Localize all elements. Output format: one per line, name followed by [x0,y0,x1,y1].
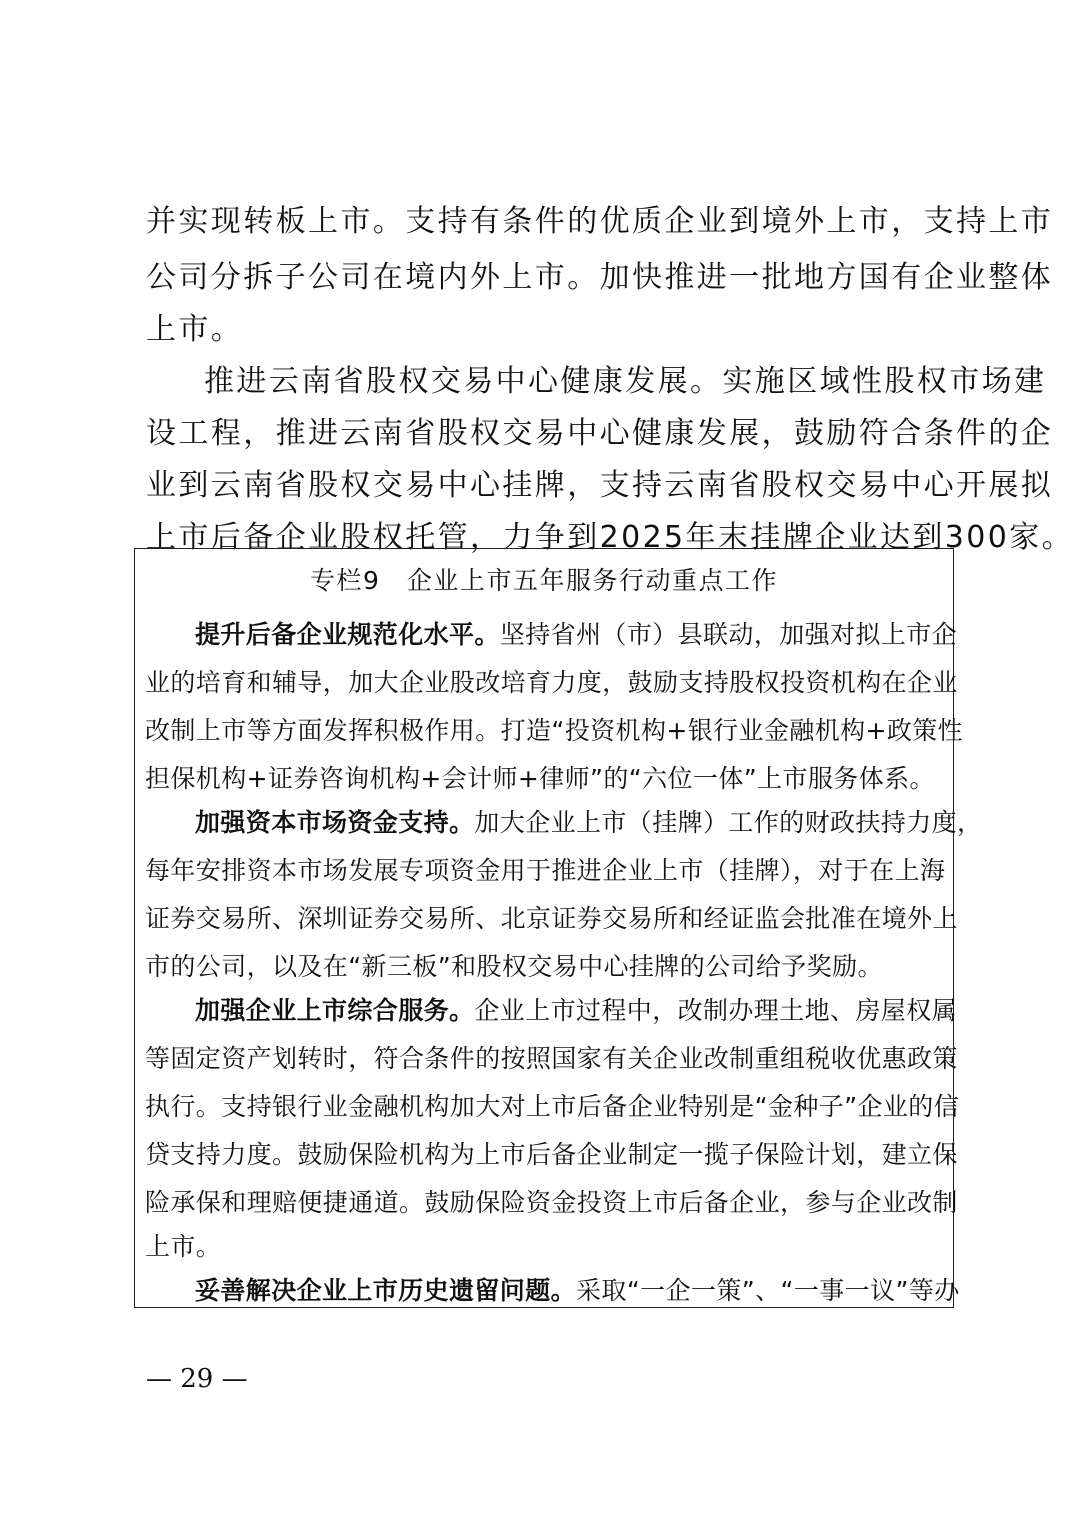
paragraph-2-text: 加大企业上市（挂牌）工作的财政扶持力度， [474,808,983,837]
paragraph-2-heading: 加强资本市场资金支持。 [195,808,475,837]
paragraph-3-text: 企业上市过程中，改制办理土地、房屋权属 [474,996,958,1025]
body-line-4: 推进云南省股权交易中心健康发展。实施区域性股权市场建 [204,364,1047,399]
paragraph-3-heading: 加强企业上市综合服务。 [195,996,475,1025]
body-line-5: 设工程，推进云南省股权交易中心健康发展，鼓励符合条件的企 [146,416,1054,451]
page-number: — 29 — [146,1364,248,1394]
paragraph-2-first-line [195,803,982,839]
body-line-1: 并实现转板上市。支持有条件的优质企业到境外上市，支持上市 [146,204,1054,239]
body-line-7: 上市后备企业股权托管，力争到2025年末挂牌企业达到300家。 [146,520,1075,555]
paragraph-2-line-4: 市的公司，以及在“新三板”和股权交易中心挂牌的公司给予奖励。 [145,952,883,981]
paragraph-1-heading: 提升后备企业规范化水平。 [195,620,500,649]
paragraph-3-line-3: 执行。支持银行业金融机构加大对上市后备企业特别是“金种子”企业的信 [145,1092,960,1121]
paragraph-3-line-4: 贷支持力度。鼓励保险机构为上市后备企业制定一揽子保险计划，建立保 [145,1140,958,1169]
paragraph-2-line-2: 每年安排资本市场发展专项资金用于推进企业上市（挂牌），对于在上海 [145,856,946,885]
column-box [134,548,983,1308]
column-title: 专栏9 企业上市五年服务行动重点工作 [310,566,778,595]
paragraph-4-heading: 妥善解决企业上市历史遗留问题。 [195,1276,577,1305]
paragraph-3-first-line [195,991,957,1027]
paragraph-1-text: 坚持省州（市）县联动，加强对拟上市企 [499,620,958,649]
body-line-2: 公司分拆子公司在境内外上市。加快推进一批地方国有企业整体 [146,260,1054,295]
paragraph-1-line-3: 改制上市等方面发挥积极作用。打造“投资机构+银行业金融机构+政策性 [145,716,964,745]
paragraph-3-line-2: 等固定资产划转时，符合条件的按照国家有关企业改制重组税收优惠政策 [145,1044,958,1073]
paragraph-4-text: 采取“一企一策”、“一事一议”等办 [576,1276,960,1305]
paragraph-1-line-2: 业的培育和辅导，加大企业股改培育力度，鼓励支持股权投资机构在企业 [145,668,958,697]
paragraph-3-line-5: 险承保和理赔便捷通道。鼓励保险资金投资上市后备企业，参与企业改制 [145,1188,958,1217]
body-line-6: 业到云南省股权交易中心挂牌，支持云南省股权交易中心开展拟 [146,468,1054,503]
paragraph-1-first-line [195,615,957,651]
body-line-3: 上市。 [146,312,244,347]
paragraph-4-first-line [195,1271,960,1307]
paragraph-3-line-6: 上市。 [145,1232,222,1261]
paragraph-1-line-4: 担保机构+证券咨询机构+会计师+律师”的“六位一体”上市服务体系。 [145,764,935,793]
paragraph-2-line-3: 证券交易所、深圳证券交易所、北京证券交易所和经证监会批准在境外上 [145,904,958,933]
